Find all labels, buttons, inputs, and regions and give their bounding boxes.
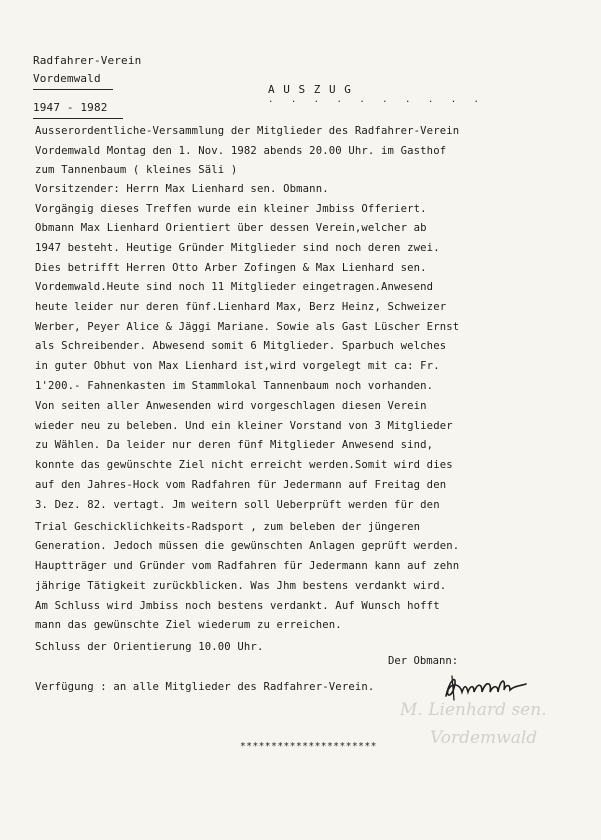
years: 1947 - 1982 — [33, 101, 108, 114]
distribution-line: Verfügung : an alle Mitglieder des Radfahrer-Verein. — [35, 681, 375, 693]
location-underline — [33, 89, 113, 90]
body-line: konnte das gewünschte Ziel nicht erreicht werden.Somit wird dies — [35, 459, 453, 471]
faint-stamp-text: Vordemwald — [430, 728, 538, 748]
body-line: Generation. Jedoch müssen die gewünschten Anlagen geprüft werden. — [35, 540, 460, 552]
body-line: Vorgängig dieses Treffen wurde ein kleiner Jmbiss Offeriert. — [35, 203, 427, 215]
signature-label: Der Obmann: — [388, 655, 459, 667]
body-line: wieder neu zu beleben. Und ein kleiner Vorstand von 3 Mitglieder — [35, 420, 453, 432]
faint-stamp-text: M. Lienhard sen. — [400, 700, 547, 720]
body-line: Hauptträger und Gründer vom Radfahren für Jedermann kann auf zehn — [35, 560, 460, 572]
years-underline — [33, 118, 123, 119]
body-line: Vordemwald.Heute sind noch 11 Mitglieder eingetragen.Anwesend — [35, 281, 434, 293]
body-line: Vordemwald Montag den 1. Nov. 1982 abends 20.00 Uhr. im Gasthof — [35, 145, 447, 157]
body-line: zu Wählen. Da leider nur deren fünf Mitglieder Anwesend sind, — [35, 439, 434, 451]
body-line: Obmann Max Lienhard Orientiert über dessen Verein,welcher ab — [35, 222, 427, 234]
body-line: Dies betrifft Herren Otto Arber Zofingen & Max Lienhard sen. — [35, 262, 427, 274]
org-location: Vordemwald — [33, 72, 101, 85]
body-line: Vorsitzender: Herrn Max Lienhard sen. Obmann. — [35, 183, 329, 195]
org-name: Radfahrer-Verein — [33, 54, 142, 67]
body-line: Von seiten aller Anwesenden wird vorgeschlagen diesen Verein — [35, 400, 427, 412]
closing-line: Schluss der Orientierung 10.00 Uhr. — [35, 641, 264, 653]
body-line: Ausserordentliche-Versammlung der Mitglieder des Radfahrer-Verein — [35, 125, 460, 137]
body-line: mann das gewünschte Ziel wiederum zu erreichen. — [35, 619, 342, 631]
title-underline-dots: . . . . . . . . . . — [268, 95, 485, 105]
body-line: als Schreibender. Abwesend somit 6 Mitglieder. Sparbuch welches — [35, 340, 447, 352]
body-line: Trial Geschicklichkeits-Radsport , zum beleben der jüngeren — [35, 521, 421, 533]
body-line: 3. Dez. 82. vertagt. Jm weitern soll Ueberprüft werden für den — [35, 499, 440, 511]
footer-stars: ********************** — [240, 741, 377, 752]
body-line: in guter Obhut von Max Lienhard ist,wird vorgelegt mit ca: Fr. — [35, 360, 440, 372]
body-line: 1'200.- Fahnenkasten im Stammlokal Tannenbaum noch vorhanden. — [35, 380, 434, 392]
body-line: Am Schluss wird Jmbiss noch bestens verdankt. Auf Wunsch hofft — [35, 600, 440, 612]
handwritten-signature — [440, 670, 540, 704]
body-line: 1947 besteht. Heutige Gründer Mitglieder sind noch deren zwei. — [35, 242, 440, 254]
body-line: zum Tannenbaum ( kleines Säli ) — [35, 164, 238, 176]
body-line: jährige Tätigkeit zurückblicken. Was Jhm bestens verdankt wird. — [35, 580, 447, 592]
body-line: Werber, Peyer Alice & Jäggi Mariane. Sowie als Gast Lüscher Ernst — [35, 321, 460, 333]
body-line: auf den Jahres-Hock vom Radfahren für Jedermann auf Freitag den — [35, 479, 447, 491]
document-title: A U S Z U G — [268, 83, 352, 96]
body-line: heute leider nur deren fünf.Lienhard Max, Berz Heinz, Schweizer — [35, 301, 447, 313]
